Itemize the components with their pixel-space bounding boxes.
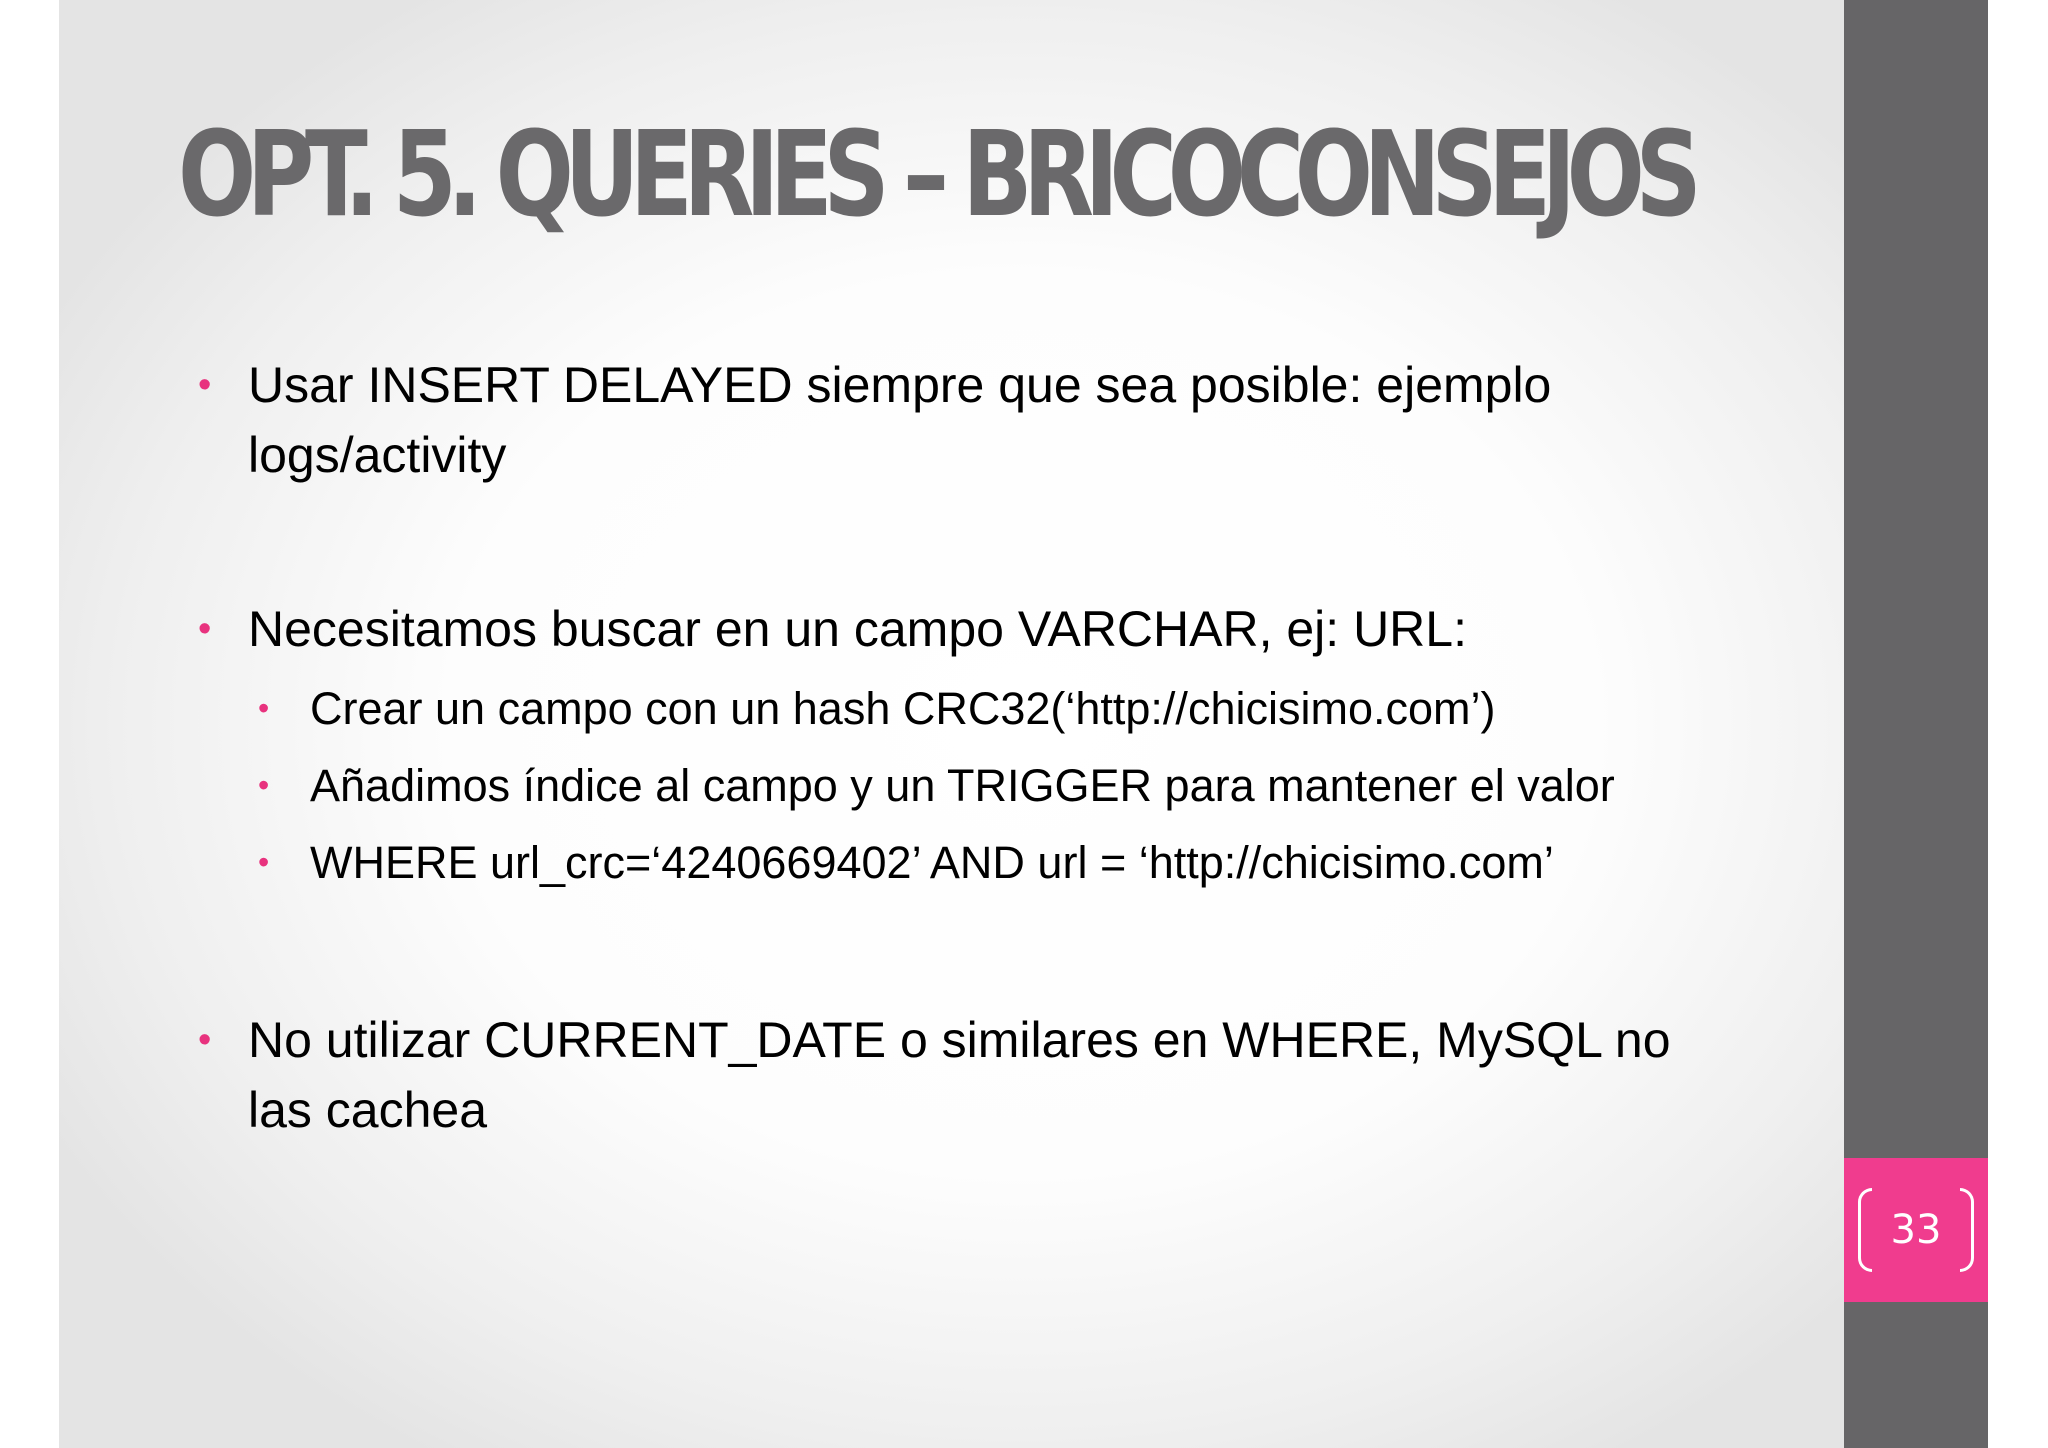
bullet-icon: • (198, 364, 212, 406)
page-number-badge (1844, 1158, 1988, 1302)
page-number: 33 (1890, 1207, 1942, 1253)
bullet-list (196, 350, 1716, 1145)
sub-bullet-icon: • (258, 767, 270, 803)
sub-bullet-text: Crear un campo con un hash CRC32(‘http://chicisimo.com’) (310, 683, 1496, 734)
sub-bullet-icon: • (258, 844, 270, 880)
bullet-text: Necesitamos buscar en un campo VARCHAR, ej: URL: (248, 601, 1467, 657)
sub-bullet-list (196, 670, 1716, 901)
bullet-item (196, 1005, 1716, 1145)
sub-bullet-item (196, 824, 1716, 901)
sub-bullet-item (196, 747, 1716, 824)
sub-bullet-item (196, 670, 1716, 747)
bullet-text: No utilizar CURRENT_DATE o similares en WHERE, MySQL no las cachea (248, 1012, 1671, 1138)
bullet-text: Usar INSERT DELAYED siempre que sea posible: ejemplo logs/activity (248, 357, 1552, 483)
sub-bullet-text: WHERE url_crc=‘4240669402’ AND url = ‘http://chicisimo.com’ (310, 837, 1554, 888)
sub-bullet-text: Añadimos índice al campo y un TRIGGER para mantener el valor (310, 760, 1615, 811)
bullet-icon: • (198, 1019, 212, 1061)
bullet-item (196, 350, 1716, 490)
bullet-item (196, 594, 1716, 664)
bullet-icon: • (198, 608, 212, 650)
slide-title: OPT. 5. QUERIES – BRICOCONSEJOS (178, 105, 1693, 243)
right-bracket-icon (1960, 1188, 1974, 1272)
sub-bullet-icon: • (258, 690, 270, 726)
